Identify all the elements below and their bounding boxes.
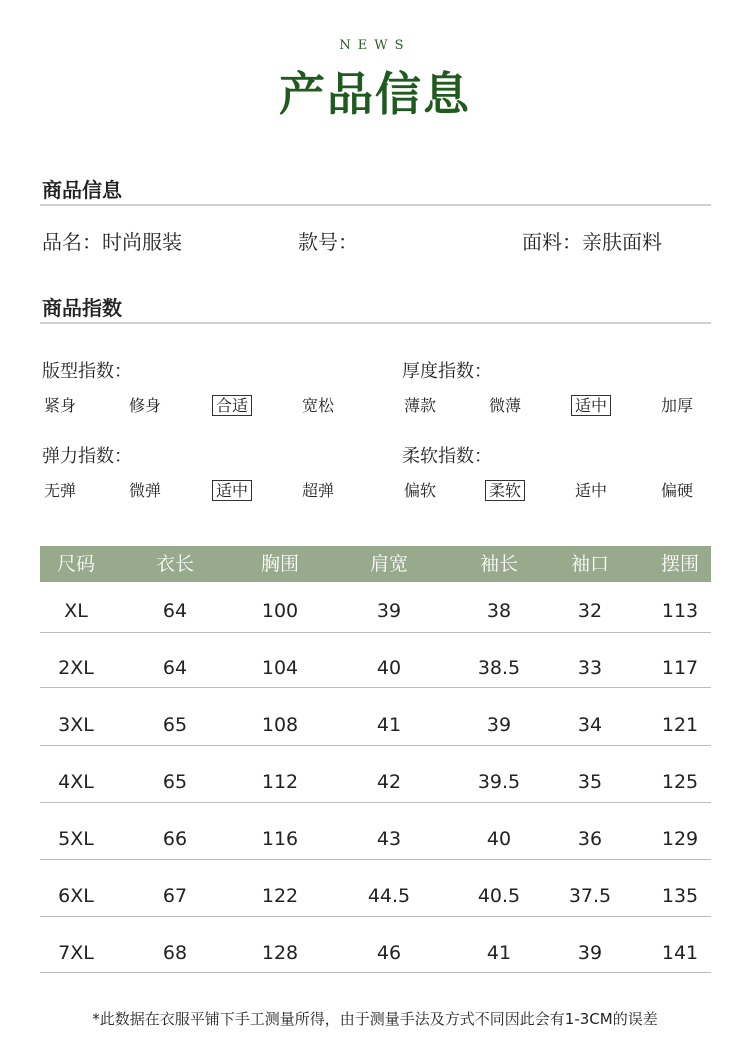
footnote: *此数据在衣服平铺下手工测量所得，由于测量手法及方式不同因此会有1-3CM的误差 (92, 1010, 658, 1028)
table-cell: 39 (376, 600, 402, 622)
index-option (288, 480, 348, 502)
news-label: NEWS (339, 38, 411, 53)
table-column-header: 尺码 (56, 553, 95, 575)
page-title: 产品信息 (279, 67, 471, 121)
index-option-label: 紧身 (43, 396, 76, 415)
table-cell: 42 (376, 771, 402, 793)
table-row-divider (40, 802, 711, 803)
index-option-label: 超弹 (301, 481, 334, 500)
table-cell: 64 (162, 657, 188, 679)
fabric: 面料：亲肤面料 (522, 230, 662, 254)
table-row-divider (40, 972, 711, 973)
table-cell: 38 (486, 600, 512, 622)
table-cell: 68 (162, 942, 188, 964)
table-cell: 36 (577, 828, 603, 850)
table-cell: 39 (577, 942, 603, 964)
index-option (647, 480, 707, 502)
table-cell-size: 5XL (58, 828, 94, 850)
divider (40, 204, 711, 206)
table-column-header: 衣长 (155, 553, 194, 575)
index-option (288, 395, 348, 417)
product-name: 品名：时尚服装 (42, 230, 182, 254)
index-option (115, 395, 175, 417)
index-option (390, 395, 450, 417)
table-cell: 39.5 (477, 771, 521, 793)
table-cell: 35 (577, 771, 603, 793)
table-cell: 34 (577, 714, 603, 736)
table-cell-size: 4XL (58, 771, 94, 793)
index-option-label: 偏软 (403, 481, 436, 500)
index-option-selected (202, 480, 262, 502)
index-option-label: 宽松 (301, 396, 334, 415)
index-option-label: 加厚 (660, 396, 693, 415)
index-option-label: 适中 (212, 480, 252, 501)
table-cell: 43 (376, 828, 402, 850)
table-cell: 41 (486, 942, 512, 964)
table-row-divider (40, 632, 711, 633)
divider (40, 322, 711, 324)
index-option (30, 480, 90, 502)
table-cell: 117 (661, 657, 699, 679)
table-cell: 113 (661, 600, 699, 622)
table-row-divider (40, 687, 711, 688)
table-cell: 121 (661, 714, 699, 736)
table-cell-size: 7XL (58, 942, 94, 964)
table-column-header: 胸围 (260, 553, 299, 575)
table-cell: 40 (486, 828, 512, 850)
table-cell: 66 (162, 828, 188, 850)
index-option-label: 无弹 (43, 481, 76, 500)
table-cell: 41 (376, 714, 402, 736)
index-option-label: 微弹 (128, 481, 161, 500)
index-option (561, 480, 621, 502)
table-cell-size: 3XL (58, 714, 94, 736)
table-column-header: 肩宽 (369, 553, 408, 575)
index-option (647, 395, 707, 417)
index-option-label: 合适 (212, 395, 252, 416)
table-cell: 38.5 (477, 657, 521, 679)
table-cell: 64 (162, 600, 188, 622)
section-title-product-info: 商品信息 (42, 178, 122, 202)
table-cell: 122 (261, 885, 299, 907)
table-cell: 39 (486, 714, 512, 736)
index-option-label: 适中 (574, 481, 607, 500)
table-cell: 46 (376, 942, 402, 964)
table-column-header: 摆围 (660, 553, 699, 575)
table-cell-size: XL (64, 600, 88, 622)
index-label: 版型指数： (42, 361, 132, 382)
style-number: 款号： (298, 230, 358, 254)
table-cell: 125 (661, 771, 699, 793)
table-cell: 129 (661, 828, 699, 850)
table-row-divider (40, 916, 711, 917)
table-row-divider (40, 745, 711, 746)
index-option-selected (561, 395, 621, 417)
index-option-label: 适中 (571, 395, 611, 416)
table-column-header: 袖口 (570, 553, 609, 575)
table-cell: 44.5 (367, 885, 411, 907)
table-cell-size: 6XL (58, 885, 94, 907)
index-label: 弹力指数： (42, 446, 132, 467)
index-option-label: 微薄 (488, 396, 521, 415)
index-option-selected (475, 480, 535, 502)
table-cell: 128 (261, 942, 299, 964)
index-option-label: 柔软 (485, 480, 525, 501)
index-option (115, 480, 175, 502)
table-cell: 67 (162, 885, 188, 907)
table-cell: 40 (376, 657, 402, 679)
table-cell: 104 (261, 657, 299, 679)
section-title-product-index: 商品指数 (42, 296, 122, 320)
index-option (475, 395, 535, 417)
table-cell: 65 (162, 714, 188, 736)
index-option (30, 395, 90, 417)
index-option-selected (202, 395, 262, 417)
table-cell: 65 (162, 771, 188, 793)
table-cell: 32 (577, 600, 603, 622)
index-label: 柔软指数： (402, 446, 492, 467)
index-option-label: 偏硬 (660, 481, 693, 500)
table-cell: 100 (261, 600, 299, 622)
table-cell: 141 (661, 942, 699, 964)
index-option (390, 480, 450, 502)
table-cell: 40.5 (477, 885, 521, 907)
table-column-header: 袖长 (479, 553, 518, 575)
table-cell: 33 (577, 657, 603, 679)
table-cell: 108 (261, 714, 299, 736)
index-option-label: 薄款 (403, 396, 436, 415)
table-cell: 112 (261, 771, 299, 793)
table-cell: 135 (661, 885, 699, 907)
table-row-divider (40, 859, 711, 860)
table-cell: 116 (261, 828, 299, 850)
table-cell-size: 2XL (58, 657, 94, 679)
index-label: 厚度指数： (402, 361, 492, 382)
index-option-label: 修身 (128, 396, 161, 415)
table-cell: 37.5 (568, 885, 612, 907)
